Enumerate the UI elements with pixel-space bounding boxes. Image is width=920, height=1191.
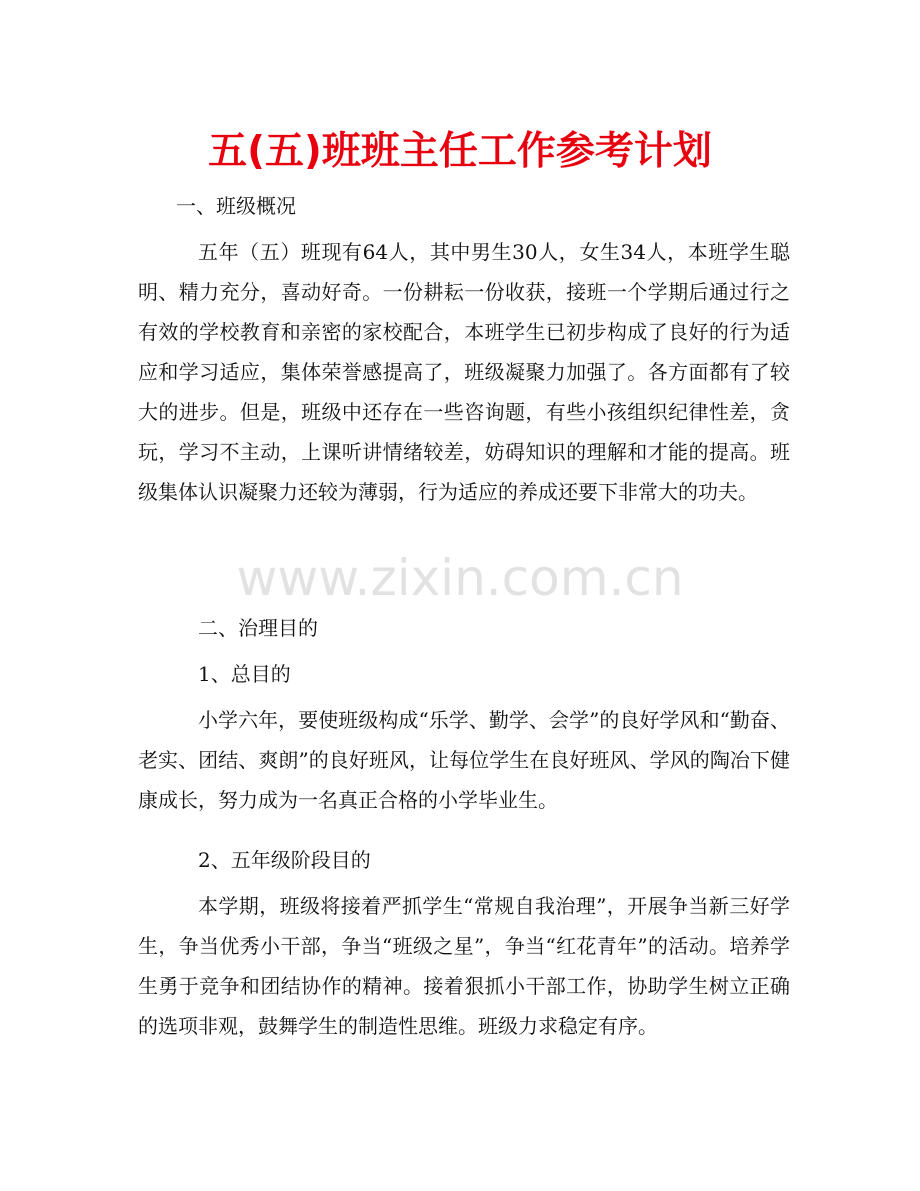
paragraph-class-overview: 五年（五）班现有64人，其中男生30人，女生34人，本班学生聪明、精力充分，喜动好奇。一份耕耘一份收获，接班一个学期后通过行之有效的学校教育和亲密的家校配合，本班学生已初步构成了良好的行为适应和学习适应，集体荣誉感提高了，班级凝聚力加强了。各方面都有了较大的进步。但是，班级中还存在一些咨询题，有些小孩组织纪律性差，贪玩，学习不主动，上课听讲情绪较差，妨碍知识的理解和才能的提高。班级集体认识凝聚力还较为薄弱，行为适应的养成还要下非常大的功夫。 <box>138 240 790 504</box>
section-heading-management-goals: 二、治理目的 <box>198 616 318 640</box>
paragraph-grade-five-goal: 本学期，班级将接着严抓学生“常规自我治理”，开展争当新三好学生，争当优秀小干部，争当“班级之星”，争当“红花青年”的活动。培养学生勇于竞争和团结协作的精神。接着狠抓小干部工作，协助学生树立正确的选项非观，鼓舞学生的制造性思维。班级力求稳定有序。 <box>138 894 790 1038</box>
subheading-grade-five-goal: 2、五年级阶段目的 <box>198 848 371 872</box>
subheading-overall-goal: 1、总目的 <box>198 662 291 686</box>
watermark: www.zixin.com.cn <box>236 549 684 607</box>
section-heading-class-overview: 一、班级概况 <box>176 194 296 218</box>
document-title: 五(五)班班主任工作参考计划 <box>208 129 712 174</box>
paragraph-overall-goal: 小学六年，要使班级构成“乐学、勤学、会学”的良好学风和“勤奋、老实、团结、爽朗”的良好班风，让每位学生在良好班风、学风的陶冶下健康成长，努力成为一名真正合格的小学毕业生。 <box>138 708 790 812</box>
